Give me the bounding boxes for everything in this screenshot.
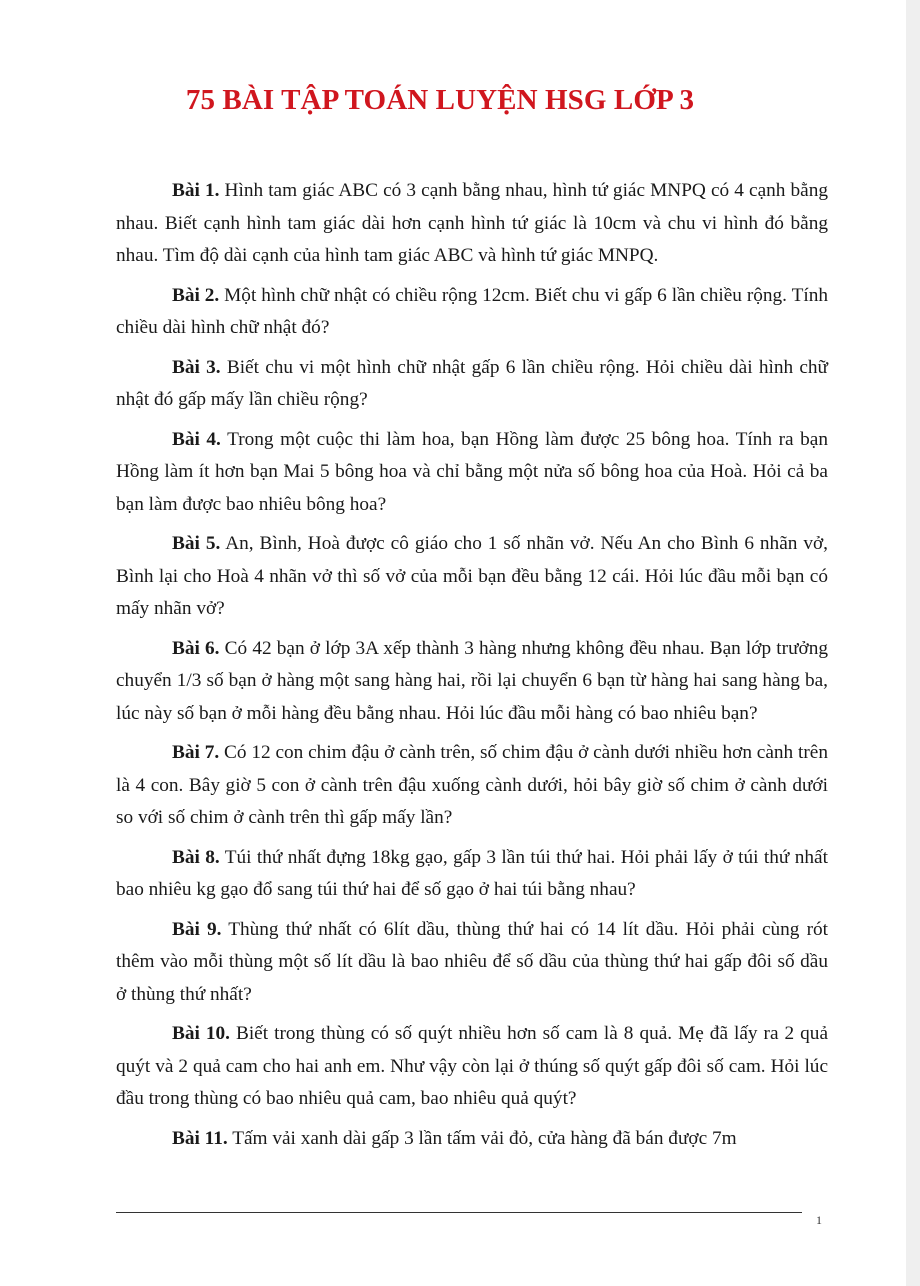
viewer-scrollbar[interactable] [906, 0, 920, 1286]
problem-text: Biết chu vi một hình chữ nhật gấp 6 lần chiều rộng. Hỏi chiều dài hình chữ nhật đó gấp mấy lần chiều rộng? [116, 356, 828, 410]
problem-3 [116, 352, 828, 417]
footer-divider [116, 1212, 802, 1213]
problem-5 [116, 528, 828, 626]
problem-7 [116, 737, 828, 835]
problem-6 [116, 633, 828, 731]
problem-label: Bài 10. [172, 1023, 230, 1044]
problem-4 [116, 424, 828, 522]
problem-label: Bài 2. [172, 284, 220, 306]
problem-2 [116, 280, 828, 345]
problem-label: Bài 7. [172, 742, 220, 763]
problem-8 [116, 842, 828, 907]
problem-text: Có 12 con chim đậu ở cành trên, số chim đậu ở cành dưới nhiều hơn cành trên là 4 con. Bây giờ 5 con ở cành trên đậu xuống cành dưới, hỏi bây giờ số chim ở cành dưới so với số chim ở cành trên thì gấp mấy lần? [116, 742, 829, 828]
problem-text: Hình tam giác ABC có 3 cạnh bằng nhau, hình tứ giác MNPQ có 4 cạnh bằng nhau. Biết cạnh hình tam giác dài hơn cạnh hình tứ giác là 10cm và chu vi hình đó bằng nhau. Tìm độ dài cạnh của hình tam giác ABC và hình tứ giác MNPQ. [116, 180, 828, 266]
problem-label: Bài 5. [172, 533, 221, 554]
problem-10 [116, 1018, 828, 1116]
problem-1 [116, 175, 828, 273]
problem-text: Một hình chữ nhật có chiều rộng 12cm. Biết chu vi gấp 6 lần chiều rộng. Tính chiều dài hình chữ nhật đó? [116, 284, 828, 338]
problem-9 [116, 914, 828, 1012]
problem-11 [116, 1123, 828, 1156]
problem-label: Bài 3. [172, 356, 221, 378]
problem-text: Có 42 bạn ở lớp 3A xếp thành 3 hàng nhưng không đều nhau. Bạn lớp trưởng chuyển 1/3 số bạn ở hàng một sang hàng hai, rồi lại chuyển 6 bạn từ hàng hai sang hàng ba, lúc này số bạn ở mỗi hàng đều bằng nhau. Hỏi lúc đầu mỗi hàng có bao nhiêu bạn? [116, 637, 829, 724]
problem-list [116, 175, 828, 1162]
problem-label: Bài 8. [172, 846, 220, 868]
problem-text: An, Bình, Hoà được cô giáo cho 1 số nhãn vở. Nếu An cho Bình 6 nhãn vở, Bình lại cho Hoà 4 nhãn vở thì số vở của mỗi bạn đều bằng 12 cái. Hỏi lúc đầu mỗi bạn có mấy nhãn vở? [116, 533, 829, 619]
problem-label: Bài 6. [172, 637, 220, 659]
document-title: 75 BÀI TẬP TOÁN LUYỆN HSG LỚP 3 [185, 84, 695, 116]
page-number: 1 [816, 1213, 822, 1227]
problem-text: Tấm vải xanh dài gấp 3 lần tấm vải đỏ, cửa hàng đã bán được 7m [232, 1127, 737, 1149]
problem-label: Bài 1. [172, 180, 220, 201]
problem-text: Trong một cuộc thi làm hoa, bạn Hồng làm được 25 bông hoa. Tính ra bạn Hồng làm ít hơn bạn Mai 5 bông hoa và chỉ bằng một nửa số bông hoa của Hoà. Hỏi cả ba bạn làm được bao nhiêu bông hoa? [116, 428, 828, 515]
problem-label: Bài 11. [172, 1127, 228, 1149]
problem-text: Thùng thứ nhất có 6lít dầu, thùng thứ hai có 14 lít dầu. Hỏi phải cùng rót thêm vào mỗi thùng một số lít dầu là bao nhiêu để số dầu của thùng thứ hai gấp đôi số dầu ở thùng thứ nhất? [116, 918, 828, 1005]
problem-text: Biết trong thùng có số quýt nhiều hơn số cam là 8 quả. Mẹ đã lấy ra 2 quả quýt và 2 quả cam cho hai anh em. Như vậy còn lại ở thúng số quýt gấp đôi số cam. Hỏi lúc đầu trong thùng có bao nhiêu quả cam, bao nhiêu quả quýt? [116, 1023, 829, 1109]
problem-text: Túi thứ nhất đựng 18kg gạo, gấp 3 lần túi thứ hai. Hỏi phải lấy ở túi thứ nhất bao nhiêu kg gạo đổ sang túi thứ hai để số gạo ở hai túi bằng nhau? [116, 846, 828, 900]
problem-label: Bài 9. [172, 918, 222, 940]
problem-label: Bài 4. [172, 428, 221, 450]
